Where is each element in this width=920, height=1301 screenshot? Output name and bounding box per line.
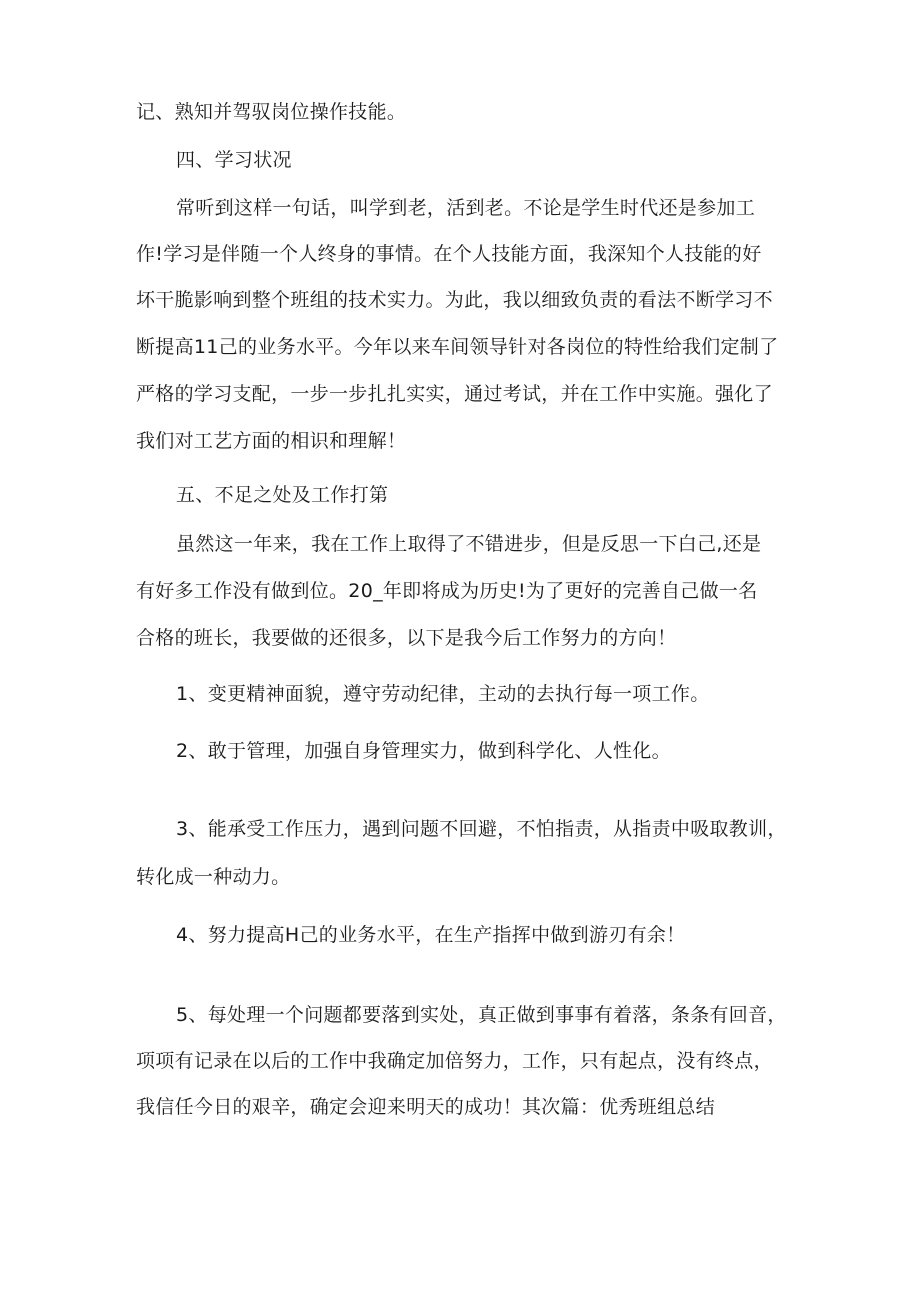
list-item: 4、努力提高H己的业务水平，在生产指挥中做到游刃有余！ [176, 924, 686, 946]
list-item-continuation: 我信任今日的艰辛，确定会迎来明天的成功！其次篇：优秀班组总结 [136, 1096, 716, 1118]
list-item: 2、敢于管理，加强自身管理实力，做到科学化、人性化。 [176, 740, 671, 762]
paragraph-line: 虽然这一年来，我在工作上取得了不错进步，但是反思一下白己,还是 [176, 533, 762, 555]
paragraph-line: 记、熟知并驾驭岗位操作技能。 [136, 101, 407, 123]
paragraph-line: 作!学习是伴随一个人终身的事情。在个人技能方面，我深知个人技能的好 [136, 243, 762, 265]
list-item: 5、每处理一个问题都要落到实处，真正做到事事有着落，条条有回音， [176, 1004, 787, 1026]
paragraph-line: 合格的班长，我要做的还很多，以下是我今后工作努力的方向！ [136, 627, 677, 649]
paragraph-line: 严格的学习支配，一步一步扎扎实实，通过考试，并在工作中实施。强化了 [136, 383, 773, 405]
paragraph-line: 常听到这样一句话，叫学到老，活到老。不论是学生时代还是参加工 [176, 197, 756, 219]
list-item: 1、变更精神面貌，遵守劳动纪律，主动的去执行每一项工作。 [176, 683, 710, 705]
section-heading-shortcomings: 五、不足之处及工作打第 [176, 484, 389, 506]
paragraph-line: 坏干脆影响到整个班组的技术实力。为此，我以细致负责的看法不断学习不 [136, 289, 773, 311]
paragraph-line: 断提高11己的业务水平。今年以来车间领导针对各岗位的特性给我们定制了 [136, 336, 779, 358]
list-item: 3、能承受工作压力，遇到问题不回避，不怕指责，从指责中吸取教训， [176, 818, 787, 840]
paragraph-line: 我们对工艺方面的相识和理解！ [136, 430, 407, 452]
list-item-continuation: 转化成一种动力。 [136, 866, 291, 888]
list-item-continuation: 项项有记录在以后的工作中我确定加倍努力，工作，只有起点，没有终点， [136, 1050, 773, 1072]
section-heading-study: 四、学习状况 [176, 149, 292, 171]
paragraph-line: 有好多工作没有做到位。20_年即将成为历史!为了更好的完善自己做一名 [136, 580, 758, 602]
